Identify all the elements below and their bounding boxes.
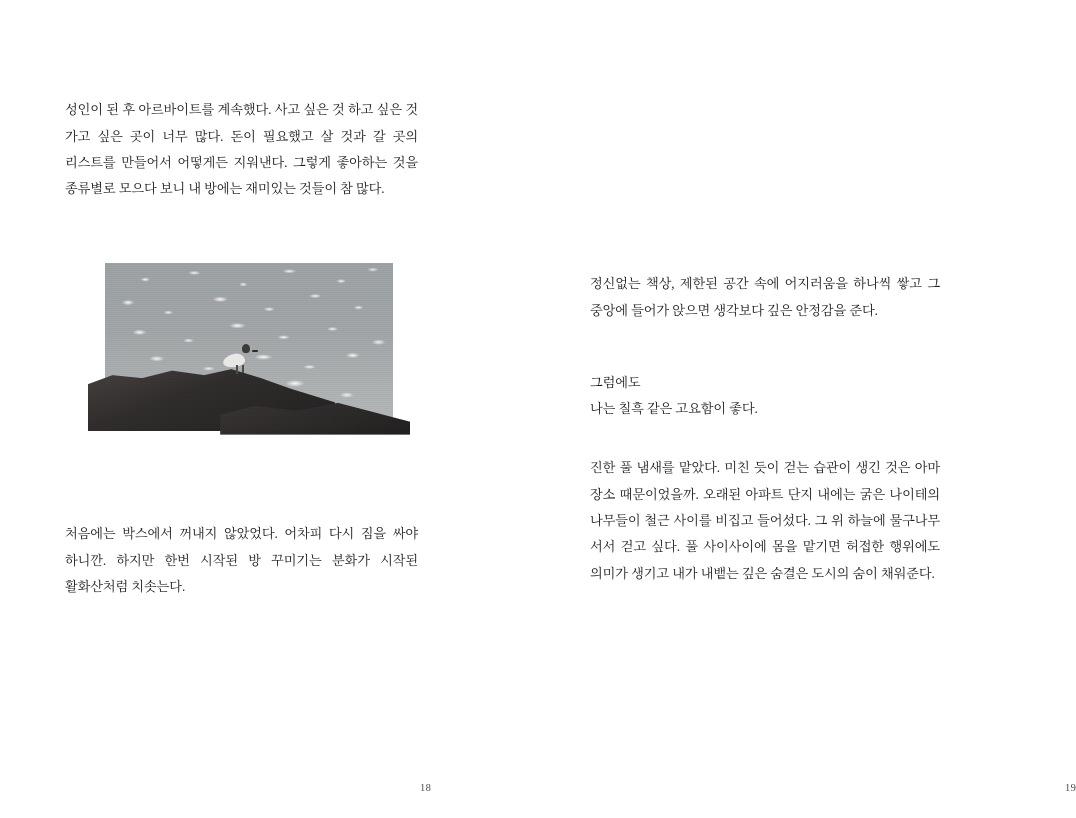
page-number-left: 18 bbox=[420, 783, 432, 794]
right-page bbox=[500, 0, 1076, 818]
right-page-paragraph-1: 정신없는 책상, 제한된 공간 속에 어지러움을 하나씩 쌓고 그 중앙에 들어가 앉으면 생각보다 깊은 안정감을 준다. bbox=[590, 276, 940, 318]
right-page-paragraph-3: 진한 풀 냄새를 맡았다. 미친 듯이 걷는 습관이 생긴 것은 아마 장소 때문이었을까. 오래된 아파트 단지 내에는 굵은 나이테의 나무들이 철근 사이를 비집고 들어섰다. 그 위 하늘에 물구나무 서서 걷고 싶다. 풀 사이사이에 몸을 맡기면 허접한 행위에도 의미가 생기고 내가 내뱉는 깊은 숨결은 도시의 숨이 채워준다. bbox=[590, 460, 940, 581]
photo-bird-leg-back bbox=[242, 365, 244, 373]
photo-bird-beak bbox=[252, 350, 258, 352]
left-page bbox=[0, 0, 500, 818]
left-page-paragraph-top: 성인이 된 후 아르바이트를 계속했다. 사고 싶은 것 하고 싶은 것 가고 싶은 곳이 너무 많다. 돈이 필요했고 살 것과 갈 곳의 리스트를 만들어서 어떻게든 지워낸다. 그렇게 좋아하는 것을 종류별로 모으다 보니 내 방에는 재미있는 것들이 참 많다. bbox=[65, 102, 418, 197]
right-page-paragraph-2-line-2: 나는 칠흑 같은 고요함이 좋다. bbox=[590, 401, 758, 417]
photo-bird-leg-front bbox=[236, 365, 238, 374]
left-page-paragraph-bottom: 처음에는 박스에서 꺼내지 않았었다. 어차피 다시 짐을 싸야 하니깐. 하지만 한번 시작된 방 꾸미기는 분화가 시작된 활화산처럼 치솟는다. bbox=[65, 526, 418, 594]
photo-bird-head bbox=[242, 344, 250, 353]
photo-bird-on-rock bbox=[105, 263, 393, 428]
right-page-paragraph-2-line-1: 그럼에도 bbox=[590, 375, 641, 390]
right-page-paragraph-2 bbox=[590, 370, 940, 423]
page-number-right: 19 bbox=[1065, 783, 1076, 794]
